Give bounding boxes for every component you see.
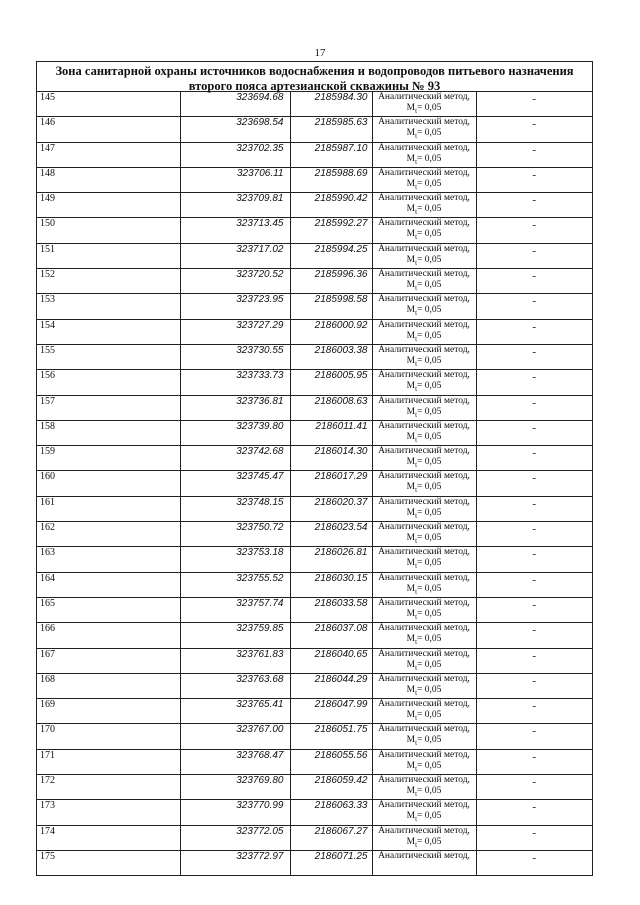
point-number: 155 <box>37 344 180 369</box>
x-coordinate: 323739.80 <box>180 420 290 445</box>
table-row <box>37 673 592 698</box>
table-row <box>37 850 592 875</box>
table-row <box>37 446 592 471</box>
x-coordinate: 323753.18 <box>180 547 290 572</box>
y-coordinate: 2186051.75 <box>290 724 372 749</box>
x-coordinate: 323723.95 <box>180 294 290 319</box>
y-coordinate: 2186030.15 <box>290 572 372 597</box>
table-row <box>37 623 592 648</box>
x-coordinate: 323706.11 <box>180 167 290 192</box>
method-label: Аналитический метод, <box>378 623 470 634</box>
table-row <box>37 243 592 268</box>
method-cell <box>372 825 476 850</box>
table-row <box>37 522 592 547</box>
dash-cell: - <box>476 699 592 724</box>
method-cell <box>372 699 476 724</box>
table-row <box>37 825 592 850</box>
method-cell <box>372 92 476 117</box>
method-label: Аналитический метод, <box>378 117 470 128</box>
method-cell <box>372 749 476 774</box>
dash-cell: - <box>476 850 592 875</box>
accuracy-value: $M_t= 0,05$ <box>406 608 442 621</box>
dash-cell: - <box>476 547 592 572</box>
point-number: 174 <box>37 825 180 850</box>
method-label: Аналитический метод, <box>378 850 470 861</box>
method-label: Аналитический метод, <box>378 496 470 507</box>
method-cell <box>372 294 476 319</box>
dash-cell: - <box>476 825 592 850</box>
x-coordinate: 323750.72 <box>180 522 290 547</box>
y-coordinate: 2186008.63 <box>290 395 372 420</box>
accuracy-value: $M_t= 0,05$ <box>406 760 442 773</box>
accuracy-value: $M_t= 0,05$ <box>406 634 442 647</box>
table-row <box>37 496 592 521</box>
table-row <box>37 92 592 117</box>
method-label: Аналитический метод, <box>378 395 470 406</box>
table-row <box>37 370 592 395</box>
method-label: Аналитический метод, <box>378 218 470 229</box>
x-coordinate: 323763.68 <box>180 673 290 698</box>
method-label: Аналитический метод, <box>378 825 470 836</box>
method-label: Аналитический метод, <box>378 775 470 786</box>
point-number: 147 <box>37 142 180 167</box>
method-cell <box>372 395 476 420</box>
table-row <box>37 117 592 142</box>
x-coordinate: 323772.05 <box>180 825 290 850</box>
y-coordinate: 2186044.29 <box>290 673 372 698</box>
table-row <box>37 395 592 420</box>
accuracy-value: $M_t= 0,05$ <box>406 178 442 191</box>
x-coordinate: 323755.52 <box>180 572 290 597</box>
y-coordinate: 2185998.58 <box>290 294 372 319</box>
table-row <box>37 294 592 319</box>
dash-cell: - <box>476 496 592 521</box>
accuracy-value: $M_t= 0,05$ <box>406 659 442 672</box>
dash-cell: - <box>476 775 592 800</box>
table-row <box>37 193 592 218</box>
table-row <box>37 420 592 445</box>
dash-cell: - <box>476 420 592 445</box>
method-label: Аналитический метод, <box>378 319 470 330</box>
x-coordinate: 323736.81 <box>180 395 290 420</box>
accuracy-value: $M_t= 0,05$ <box>406 583 442 596</box>
point-number: 166 <box>37 623 180 648</box>
dash-cell: - <box>476 395 592 420</box>
x-coordinate: 323768.47 <box>180 749 290 774</box>
y-coordinate: 2186047.99 <box>290 699 372 724</box>
x-coordinate: 323748.15 <box>180 496 290 521</box>
method-cell <box>372 193 476 218</box>
accuracy-value: $M_t= 0,05$ <box>406 103 442 115</box>
accuracy-value: $M_t= 0,05$ <box>406 280 442 292</box>
x-coordinate: 323713.45 <box>180 218 290 243</box>
method-label: Аналитический метод, <box>378 522 470 533</box>
method-cell <box>372 420 476 445</box>
method-cell <box>372 370 476 395</box>
method-label: Аналитический метод, <box>378 420 470 431</box>
method-cell <box>372 850 476 875</box>
method-label: Аналитический метод, <box>378 446 470 457</box>
y-coordinate: 2186020.37 <box>290 496 372 521</box>
method-label: Аналитический метод, <box>378 92 470 102</box>
x-coordinate: 323698.54 <box>180 117 290 142</box>
method-label: Аналитический метод, <box>378 243 470 254</box>
method-cell <box>372 471 476 496</box>
table-row <box>37 319 592 344</box>
method-cell <box>372 218 476 243</box>
x-coordinate: 323733.73 <box>180 370 290 395</box>
dash-cell: - <box>476 623 592 648</box>
x-coordinate: 323717.02 <box>180 243 290 268</box>
method-label: Аналитический метод, <box>378 597 470 608</box>
table-row <box>37 547 592 572</box>
point-number: 158 <box>37 420 180 445</box>
accuracy-value: $M_t= 0,05$ <box>406 431 442 444</box>
method-label: Аналитический метод, <box>378 749 470 760</box>
accuracy-value: $M_t= 0,05$ <box>406 128 442 141</box>
method-cell <box>372 142 476 167</box>
point-number: 161 <box>37 496 180 521</box>
method-label: Аналитический метод, <box>378 800 470 811</box>
accuracy-value: $M_t= 0,05$ <box>406 229 442 242</box>
accuracy-value: $M_t= 0,05$ <box>406 457 442 470</box>
accuracy-value: $M_t= 0,05$ <box>406 684 442 697</box>
method-label: Аналитический метод, <box>378 471 470 482</box>
y-coordinate: 2186033.58 <box>290 597 372 622</box>
y-coordinate: 2185990.42 <box>290 193 372 218</box>
y-coordinate: 2185992.27 <box>290 218 372 243</box>
table-row <box>37 218 592 243</box>
x-coordinate: 323730.55 <box>180 344 290 369</box>
accuracy-value: $M_t= 0,05$ <box>406 153 442 166</box>
dash-cell: - <box>476 572 592 597</box>
dash-cell: - <box>476 319 592 344</box>
x-coordinate: 323720.52 <box>180 269 290 294</box>
dash-cell: - <box>476 522 592 547</box>
table-row <box>37 471 592 496</box>
x-coordinate: 323745.47 <box>180 471 290 496</box>
method-label: Аналитический метод, <box>378 294 470 305</box>
table-row <box>37 597 592 622</box>
x-coordinate: 323709.81 <box>180 193 290 218</box>
table-row <box>37 800 592 825</box>
table-row <box>37 724 592 749</box>
dash-cell: - <box>476 294 592 319</box>
point-number: 149 <box>37 193 180 218</box>
accuracy-value: $M_t= 0,05$ <box>406 710 442 723</box>
method-cell <box>372 446 476 471</box>
accuracy-value: $M_t= 0,05$ <box>406 836 442 849</box>
x-coordinate: 323727.29 <box>180 319 290 344</box>
dash-cell: - <box>476 117 592 142</box>
dash-cell: - <box>476 800 592 825</box>
method-label: Аналитический метод, <box>378 648 470 659</box>
accuracy-value: $M_t= 0,05$ <box>406 330 442 343</box>
accuracy-value: $M_t= 0,05$ <box>406 406 442 419</box>
method-cell <box>372 673 476 698</box>
dash-cell: - <box>476 243 592 268</box>
table-row <box>37 167 592 192</box>
method-label: Аналитический метод, <box>378 547 470 558</box>
table-row <box>37 749 592 774</box>
point-number: 170 <box>37 724 180 749</box>
method-label: Аналитический метод, <box>378 142 470 153</box>
method-label: Аналитический метод, <box>378 344 470 355</box>
method-cell <box>372 167 476 192</box>
x-coordinate: 323702.35 <box>180 142 290 167</box>
x-coordinate: 323742.68 <box>180 446 290 471</box>
point-number: 169 <box>37 699 180 724</box>
accuracy-value: $M_t= 0,05$ <box>406 558 442 571</box>
method-cell <box>372 572 476 597</box>
x-coordinate: 323757.74 <box>180 597 290 622</box>
dash-cell: - <box>476 724 592 749</box>
y-coordinate: 2185987.10 <box>290 142 372 167</box>
table-row <box>37 142 592 167</box>
method-label: Аналитический метод, <box>378 269 470 280</box>
y-coordinate: 2186037.08 <box>290 623 372 648</box>
point-number: 173 <box>37 800 180 825</box>
x-coordinate: 323761.83 <box>180 648 290 673</box>
point-number: 159 <box>37 446 180 471</box>
method-label: Аналитический метод, <box>378 167 470 178</box>
method-label: Аналитический метод, <box>378 724 470 735</box>
method-cell <box>372 547 476 572</box>
y-coordinate: 2186067.27 <box>290 825 372 850</box>
table-row <box>37 648 592 673</box>
table-row <box>37 572 592 597</box>
method-cell <box>372 597 476 622</box>
dash-cell: - <box>476 92 592 117</box>
y-coordinate: 2186026.81 <box>290 547 372 572</box>
point-number: 146 <box>37 117 180 142</box>
point-number: 156 <box>37 370 180 395</box>
x-coordinate: 323767.00 <box>180 724 290 749</box>
y-coordinate: 2186023.54 <box>290 522 372 547</box>
y-coordinate: 2186063.33 <box>290 800 372 825</box>
method-cell <box>372 243 476 268</box>
y-coordinate: 2186055.56 <box>290 749 372 774</box>
dash-cell: - <box>476 471 592 496</box>
accuracy-value: $M_t= 0,05$ <box>406 381 442 394</box>
point-number: 157 <box>37 395 180 420</box>
accuracy-value: $M_t= 0,05$ <box>406 355 442 368</box>
dash-cell: - <box>476 167 592 192</box>
method-cell <box>372 117 476 142</box>
accuracy-value: $M_t= 0,05$ <box>406 507 442 520</box>
point-number: 162 <box>37 522 180 547</box>
point-number: 153 <box>37 294 180 319</box>
x-coordinate: 323694.68 <box>180 92 290 117</box>
dash-cell: - <box>476 142 592 167</box>
point-number: 145 <box>37 92 180 117</box>
point-number: 152 <box>37 269 180 294</box>
method-cell <box>372 775 476 800</box>
accuracy-value: $M_t= 0,05$ <box>406 735 442 748</box>
dash-cell: - <box>476 218 592 243</box>
accuracy-value: $M_t= 0,05$ <box>406 482 442 495</box>
y-coordinate: 2185994.25 <box>290 243 372 268</box>
y-coordinate: 2186059.42 <box>290 775 372 800</box>
point-number: 175 <box>37 850 180 875</box>
y-coordinate: 2186017.29 <box>290 471 372 496</box>
point-number: 164 <box>37 572 180 597</box>
table-row <box>37 699 592 724</box>
method-label: Аналитический метод, <box>378 673 470 684</box>
method-cell <box>372 648 476 673</box>
y-coordinate: 2186011.41 <box>290 420 372 445</box>
method-label: Аналитический метод, <box>378 699 470 710</box>
dash-cell: - <box>476 344 592 369</box>
method-cell <box>372 269 476 294</box>
y-coordinate: 2185985.63 <box>290 117 372 142</box>
method-label: Аналитический метод, <box>378 370 470 381</box>
y-coordinate: 2186014.30 <box>290 446 372 471</box>
point-number: 160 <box>37 471 180 496</box>
coordinates-table <box>37 92 592 875</box>
y-coordinate: 2186071.25 <box>290 850 372 875</box>
point-number: 148 <box>37 167 180 192</box>
table-row <box>37 269 592 294</box>
dash-cell: - <box>476 446 592 471</box>
accuracy-value: $M_t= 0,05$ <box>406 533 442 545</box>
x-coordinate: 323769.80 <box>180 775 290 800</box>
method-cell <box>372 522 476 547</box>
dash-cell: - <box>476 673 592 698</box>
method-label: Аналитический метод, <box>378 572 470 583</box>
dash-cell: - <box>476 193 592 218</box>
y-coordinate: 2185988.69 <box>290 167 372 192</box>
point-number: 167 <box>37 648 180 673</box>
y-coordinate: 2185984.30 <box>290 92 372 117</box>
page-number: 17 <box>314 47 326 59</box>
point-number: 151 <box>37 243 180 268</box>
dash-cell: - <box>476 597 592 622</box>
method-cell <box>372 623 476 648</box>
x-coordinate: 323765.41 <box>180 699 290 724</box>
x-coordinate: 323770.99 <box>180 800 290 825</box>
dash-cell: - <box>476 749 592 774</box>
dash-cell: - <box>476 370 592 395</box>
method-cell <box>372 800 476 825</box>
accuracy-value: $M_t= 0,05$ <box>406 786 442 798</box>
method-label: Аналитический метод, <box>378 193 470 204</box>
accuracy-value: $M_t= 0,05$ <box>406 254 442 267</box>
method-cell <box>372 724 476 749</box>
x-coordinate: 323759.85 <box>180 623 290 648</box>
x-coordinate: 323772.97 <box>180 850 290 875</box>
y-coordinate: 2185996.36 <box>290 269 372 294</box>
method-cell <box>372 496 476 521</box>
point-number: 154 <box>37 319 180 344</box>
point-number: 150 <box>37 218 180 243</box>
table-row <box>37 775 592 800</box>
table-row <box>37 344 592 369</box>
y-coordinate: 2186005.95 <box>290 370 372 395</box>
point-number: 168 <box>37 673 180 698</box>
dash-cell: - <box>476 269 592 294</box>
table-title: Зона санитарной охраны источников водоснабжения и водопроводов питьевого назначения второго пояса артезианской скважины № 93 <box>37 62 592 92</box>
point-number: 163 <box>37 547 180 572</box>
y-coordinate: 2186000.92 <box>290 319 372 344</box>
point-number: 172 <box>37 775 180 800</box>
method-cell <box>372 344 476 369</box>
accuracy-value: $M_t= 0,05$ <box>406 305 442 318</box>
accuracy-value: $M_t= 0,05$ <box>406 811 442 824</box>
accuracy-value: $M_t= 0,05$ <box>406 204 442 217</box>
coordinates-sheet <box>36 61 593 876</box>
method-cell <box>372 319 476 344</box>
point-number: 171 <box>37 749 180 774</box>
point-number: 165 <box>37 597 180 622</box>
y-coordinate: 2186003.38 <box>290 344 372 369</box>
dash-cell: - <box>476 648 592 673</box>
y-coordinate: 2186040.65 <box>290 648 372 673</box>
